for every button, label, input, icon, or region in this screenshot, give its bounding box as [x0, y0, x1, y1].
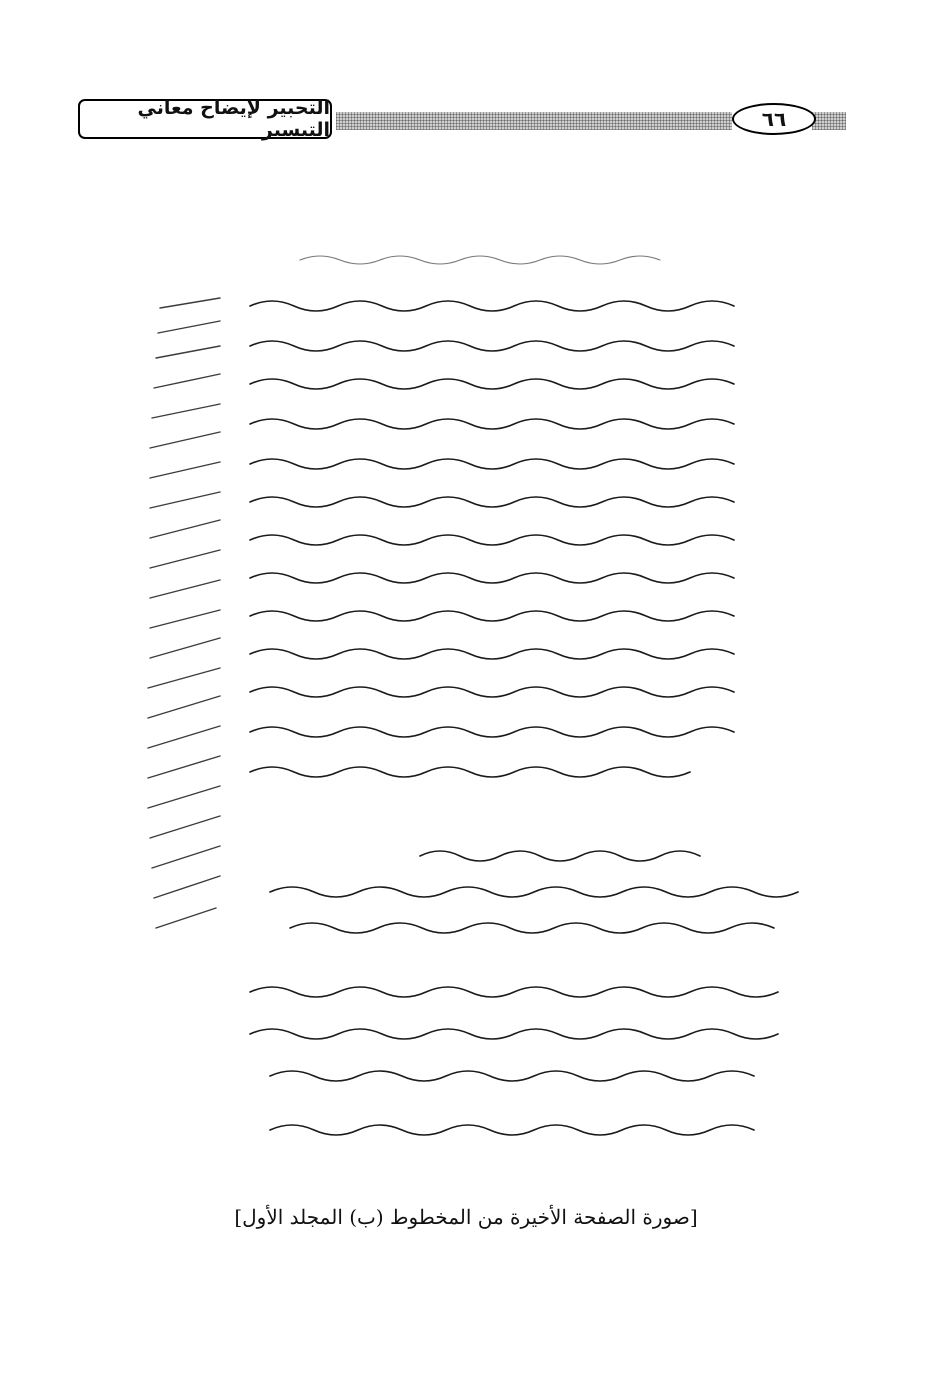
figure-caption: [صورة الصفحة الأخيرة من المخطوط (ب) المجلد الأول]: [234, 1205, 698, 1229]
header-hatch-band: [336, 112, 732, 130]
book-title: التحبير لإيضاح معاني التيسير: [137, 97, 330, 141]
running-head-title: [78, 99, 332, 139]
page-number-badge: [732, 103, 816, 135]
manuscript-image: [120, 228, 812, 1158]
header-hatch-band-end: [812, 112, 846, 130]
page-number: ٦٦: [761, 107, 787, 131]
handwritten-manuscript-scan: [120, 228, 812, 1158]
